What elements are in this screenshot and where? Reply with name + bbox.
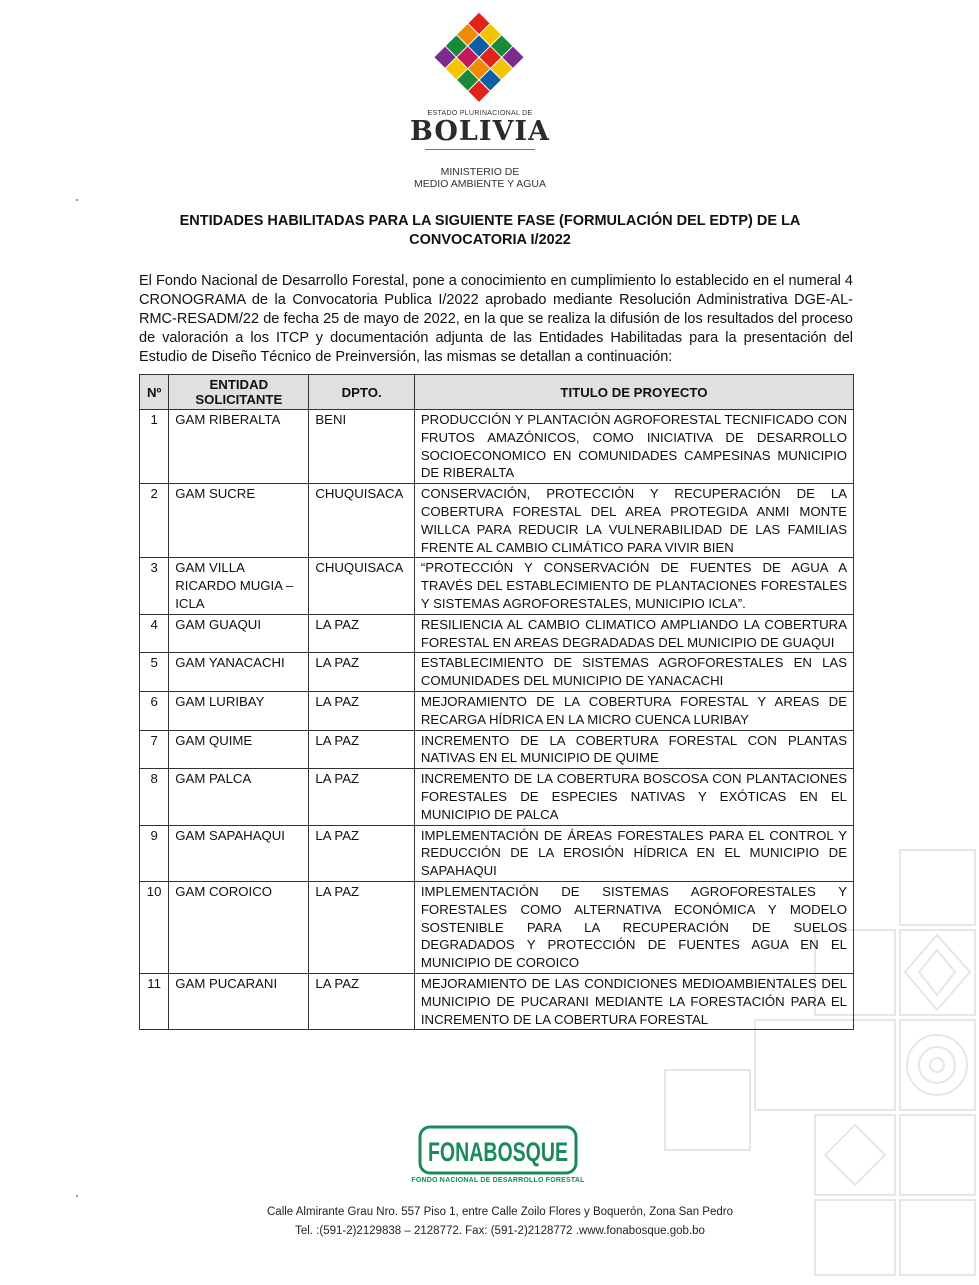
table-row bbox=[140, 484, 854, 558]
row-number: 7 bbox=[140, 730, 169, 769]
row-titulo: RESILIENCIA AL CAMBIO CLIMATICO AMPLIANDO LA COBERTURA FORESTAL EN AREAS DEGRADADAS DEL MUNICIPIO DE GUAQUI bbox=[414, 614, 853, 653]
row-entidad: GAM YANACACHI bbox=[169, 653, 309, 692]
row-dpto: CHUQUISACA bbox=[309, 558, 415, 614]
table-header-row bbox=[140, 375, 854, 410]
table-row bbox=[140, 730, 854, 769]
row-titulo: PRODUCCIÓN Y PLANTACIÓN AGROFORESTAL TECNIFICADO CON FRUTOS AMAZÓNICOS, COMO INICIATIVA DE DESARROLLO SOCIOECONOMICO EN COMUNIDADES CAMPESINAS MUNICIPIO DE RIBERALTA bbox=[414, 410, 853, 484]
table-row bbox=[140, 410, 854, 484]
row-entidad: GAM SAPAHAQUI bbox=[169, 825, 309, 881]
scan-dot bbox=[76, 199, 78, 201]
title-line-2: CONVOCATORIA I/2022 bbox=[409, 232, 571, 248]
row-dpto: LA PAZ bbox=[309, 730, 415, 769]
footer-address: Calle Almirante Grau Nro. 557 Piso 1, entre Calle Zoilo Flores y Boquerón, Zona San Pedro bbox=[267, 1206, 733, 1218]
scan-dot bbox=[76, 1195, 78, 1197]
row-dpto: CHUQUISACA bbox=[309, 484, 415, 558]
header-dpto: DPTO. bbox=[309, 375, 415, 410]
row-dpto: LA PAZ bbox=[309, 691, 415, 730]
row-titulo: “PROTECCIÓN Y CONSERVACIÓN DE FUENTES DE AGUA A TRAVÉS DEL ESTABLECIMIENTO DE PLANTACIONES FORESTALES Y SISTEMAS AGROFORESTALES, MUNICIPIO ICLA”. bbox=[414, 558, 853, 614]
header-number: Nº bbox=[140, 375, 169, 410]
row-number: 8 bbox=[140, 769, 169, 825]
header-titulo: TITULO DE PROYECTO bbox=[414, 375, 853, 410]
ministry-line-1: MINISTERIO DE bbox=[440, 166, 520, 178]
row-titulo: CONSERVACIÓN, PROTECCIÓN Y RECUPERACIÓN DE LA COBERTURA FORESTAL DEL AREA PROTEGIDA ANMI MONTE WILLCA PARA REDUCIR LA VULNERABILIDAD DE LAS FAMILIAS FRENTE AL CAMBIO CLIMÁTICO PARA VIVIR BIEN bbox=[414, 484, 853, 558]
title-line-1: ENTIDADES HABILITADAS PARA LA SIGUIENTE FASE (FORMULACIÓN DEL EDTP) DE LA bbox=[179, 213, 801, 229]
row-titulo: INCREMENTO DE LA COBERTURA FORESTAL CON PLANTAS NATIVAS EN EL MUNICIPIO DE QUIME bbox=[414, 730, 853, 769]
row-dpto: LA PAZ bbox=[309, 653, 415, 692]
row-dpto: LA PAZ bbox=[309, 825, 415, 881]
header-entidad: ENTIDAD SOLICITANTE bbox=[169, 375, 309, 410]
intro-paragraph: El Fondo Nacional de Desarrollo Forestal, pone a conocimiento en cumplimiento lo establecido en el numeral 4 CRONOGRAMA de la Convocatoria Publica I/2022 aprobado mediante Resolución Administrativa DGE-AL-RMC-RESADM/22 de fecha 25 de mayo de 2022, en la que se realiza la difusión de los resultados del proceso de valoración a los ITCP y documentación adjunta de las Entidades Habilitadas para la presentación del Estudio de Diseño Técnico de Preinversión, las mismas se detallan a continuación: bbox=[139, 273, 853, 365]
table-row bbox=[140, 769, 854, 825]
table-row bbox=[140, 614, 854, 653]
row-titulo: IMPLEMENTACIÓN DE ÁREAS FORESTALES PARA EL CONTROL Y REDUCCIÓN DE LA EROSIÓN HÍDRICA EN EL MUNICIPIO DE SAPAHAQUI bbox=[414, 825, 853, 881]
divider bbox=[425, 149, 535, 150]
ministry-name bbox=[380, 166, 580, 190]
fonabosque-logo-text: FONABOSQUE bbox=[428, 1137, 568, 1167]
row-entidad: GAM QUIME bbox=[169, 730, 309, 769]
row-number: 3 bbox=[140, 558, 169, 614]
estado-label: ESTADO PLURINACIONAL DE bbox=[427, 110, 533, 117]
fonabosque-subtitle: FONDO NACIONAL DE DESARROLLO FORESTAL bbox=[411, 1177, 585, 1184]
country-name: BOLIVIA bbox=[410, 116, 550, 147]
row-entidad: GAM VILLA RICARDO MUGIA – ICLA bbox=[169, 558, 309, 614]
row-dpto: LA PAZ bbox=[309, 881, 415, 973]
row-number: 11 bbox=[140, 973, 169, 1029]
ministry-line-2: MEDIO AMBIENTE Y AGUA bbox=[413, 178, 547, 190]
row-number: 5 bbox=[140, 653, 169, 692]
bolivia-emblem-icon bbox=[428, 8, 530, 108]
row-entidad: GAM PALCA bbox=[169, 769, 309, 825]
document-title bbox=[140, 212, 840, 250]
table-row bbox=[140, 653, 854, 692]
row-number: 9 bbox=[140, 825, 169, 881]
row-titulo: MEJORAMIENTO DE LAS CONDICIONES MEDIOAMBIENTALES DEL MUNICIPIO DE PUCARANI MEDIANTE LA FORESTACIÓN PARA EL INCREMENTO DE LA COBERTURA FORESTAL bbox=[414, 973, 853, 1029]
row-dpto: LA PAZ bbox=[309, 769, 415, 825]
row-number: 6 bbox=[140, 691, 169, 730]
row-number: 1 bbox=[140, 410, 169, 484]
row-dpto: LA PAZ bbox=[309, 614, 415, 653]
row-dpto: BENI bbox=[309, 410, 415, 484]
row-number: 4 bbox=[140, 614, 169, 653]
table-row bbox=[140, 558, 854, 614]
row-titulo: INCREMENTO DE LA COBERTURA BOSCOSA CON PLANTACIONES FORESTALES DE ESPECIES NATIVAS Y EXÓTICAS EN EL MUNICIPIO DE PALCA bbox=[414, 769, 853, 825]
table-row bbox=[140, 691, 854, 730]
row-titulo: MEJORAMIENTO DE LA COBERTURA FORESTAL Y AREAS DE RECARGA HÍDRICA EN LA MICRO CUENCA LURIBAY bbox=[414, 691, 853, 730]
row-entidad: GAM RIBERALTA bbox=[169, 410, 309, 484]
row-entidad: GAM GUAQUI bbox=[169, 614, 309, 653]
row-number: 10 bbox=[140, 881, 169, 973]
row-entidad: GAM SUCRE bbox=[169, 484, 309, 558]
row-titulo: ESTABLECIMIENTO DE SISTEMAS AGROFORESTALES EN LAS COMUNIDADES DEL MUNICIPIO DE YANACACHI bbox=[414, 653, 853, 692]
row-entidad: GAM PUCARANI bbox=[169, 973, 309, 1029]
row-entidad: GAM LURIBAY bbox=[169, 691, 309, 730]
row-titulo: IMPLEMENTACIÓN DE SISTEMAS AGROFORESTALES Y FORESTALES COMO ALTERNATIVA ECONÓMICA Y MODELO SOSTENIBLE PARA LA RECUPERACIÓN DE SUELOS DEGRADADOS Y PROTECCIÓN DE FUENTES AGUA EN EL MUNICIPIO DE COROICO bbox=[414, 881, 853, 973]
footer-contact bbox=[200, 1203, 800, 1241]
fonabosque-logo bbox=[418, 1125, 578, 1175]
row-number: 2 bbox=[140, 484, 169, 558]
row-dpto: LA PAZ bbox=[309, 973, 415, 1029]
row-entidad: GAM COROICO bbox=[169, 881, 309, 973]
footer-phone: Tel. :(591-2)2129838 – 2128772. Fax: (591-2)2128772 .www.fonabosque.gob.bo bbox=[295, 1225, 705, 1237]
